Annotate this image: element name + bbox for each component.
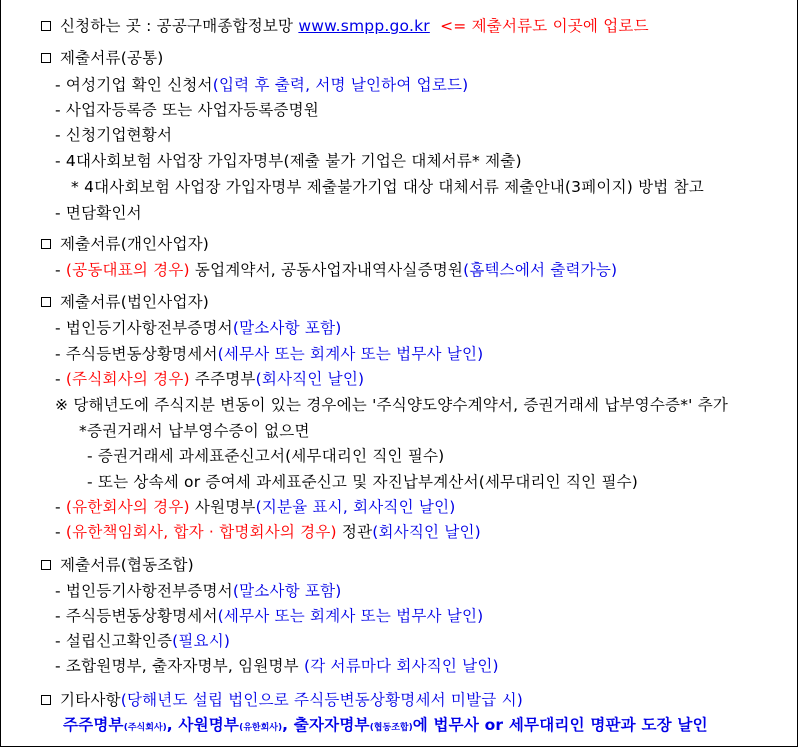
- section-title-cooperative: 제출서류(협동조합): [1, 555, 797, 575]
- application-location-label: 신청하는 곳 : 공공구매종합정보망: [60, 17, 294, 35]
- section-title-common: 제출서류(공통): [1, 48, 797, 68]
- checkbox-square-icon: [41, 21, 51, 31]
- list-item: - 법인등기사항전부증명서(말소사항 포함): [55, 319, 342, 337]
- checkbox-square-icon: [41, 695, 51, 705]
- list-item: - (주식회사의 경우) 주주명부(회사직인 날인): [55, 370, 365, 388]
- sub-list-item: - 또는 상속세 or 증여세 과세표준신고 및 자진납부계산서(세무대리인 직인 필수): [87, 473, 639, 491]
- upload-note: <= 제출서류도 이곳에 업로드: [440, 17, 649, 35]
- checkbox-square-icon: [41, 53, 51, 63]
- sub-list-item: - 증권거래세 과세표준신고서(세무대리인 직인 필수): [87, 447, 445, 465]
- checkbox-square-icon: [41, 239, 51, 249]
- smpp-link[interactable]: www.smpp.go.kr: [298, 17, 430, 35]
- list-item: - 여성기업 확인 신청서(입력 후 출력, 서명 날인하여 업로드): [55, 76, 469, 94]
- list-item: - 신청기업현황서: [55, 126, 173, 144]
- list-item: - (공동대표의 경우) 동업계약서, 공동사업자내역사실증명원(홈텍스에서 출력가능): [55, 261, 618, 279]
- list-item: - 법인등기사항전부증명서(말소사항 포함): [55, 582, 342, 600]
- section-title-individual: 제출서류(개인사업자): [1, 234, 797, 254]
- section-title-other: 기타사항(당해년도 설립 법인으로 주식등변동상황명세서 미발급 시): [1, 690, 797, 710]
- checkbox-square-icon: [41, 297, 51, 307]
- list-item: - (유한회사의 경우) 사원명부(지분율 표시, 회사직인 날인): [55, 498, 456, 516]
- checkbox-square-icon: [41, 560, 51, 570]
- other-note-line: 주주명부(주식회사), 사원명부(유한회사), 출자자명부(협동조합)에 법무사 or 세무대리인 명판과 도장 날인: [63, 716, 708, 734]
- application-location-line: [1, 16, 797, 36]
- remark-line: ※ 당해년도에 주식지분 변동이 있는 경우에는 '주식양도양수계약서, 증권거래세 납부영수증*' 추가: [55, 396, 729, 414]
- list-item: - (유한책임회사, 합자 · 합명회사의 경우) 정관(회사직인 날인): [55, 523, 481, 541]
- remark-line: *증권거래서 납부영수증이 없으면: [79, 422, 310, 440]
- list-item: - 주식등변동상황명세서(세무사 또는 회계사 또는 법무사 날인): [55, 345, 484, 363]
- list-item: - 주식등변동상황명세서(세무사 또는 회계사 또는 법무사 날인): [55, 607, 484, 625]
- list-item-note: * 4대사회보험 사업장 가입자명부 제출불가기업 대상 대체서류 제출안내(3페이지) 방법 참고: [71, 178, 704, 196]
- list-item: - 면담확인서: [55, 204, 142, 222]
- list-item: - 조합원명부, 출자자명부, 임원명부 (각 서류마다 회사직인 날인): [55, 657, 499, 675]
- list-item: - 4대사회보험 사업장 가입자명부(제출 불가 기업은 대체서류* 제출): [55, 152, 522, 170]
- section-title-corporate: 제출서류(법인사업자): [1, 292, 797, 312]
- list-item: - 사업자등록증 또는 사업자등록증명원: [55, 101, 319, 119]
- list-item: - 설립신고확인증(필요시): [55, 632, 231, 650]
